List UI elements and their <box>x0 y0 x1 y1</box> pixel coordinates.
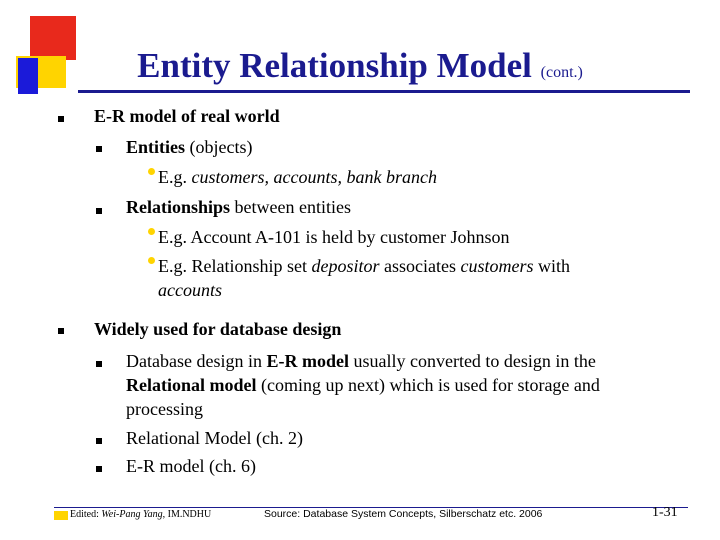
bullet-square-icon <box>96 438 102 444</box>
bullet-square-icon <box>58 328 64 334</box>
bullet-square-icon <box>96 208 102 214</box>
title-underline <box>78 90 690 93</box>
bullet-square-icon <box>96 361 102 367</box>
bullet-square-icon <box>58 116 64 122</box>
bullet-relationships-example-2: E.g. Relationship set depositor associates customers with <box>158 256 570 276</box>
footer-editor: Edited: Wei-Pang Yang, IM.NDHU <box>70 509 212 520</box>
slide-title <box>0 46 720 86</box>
bullet-relationships-example-1: E.g. Account A-101 is held by customer Johnson <box>158 227 510 247</box>
footer-source: Source: Database System Concepts, Silberschatz etc. 2006 <box>264 508 543 520</box>
page-number: 1-31 <box>652 505 678 520</box>
slide-title-text: Entity Relationship Model <box>137 46 532 85</box>
bullet-dot-icon <box>148 257 155 264</box>
bullet-relationships: Relationships between entities <box>126 197 351 217</box>
bullet-conversion-line-2: Relational model (coming up next) which is used for storage and <box>126 375 600 395</box>
bullet-relational-model: Relational Model (ch. 2) <box>126 428 303 448</box>
bullet-square-icon <box>96 146 102 152</box>
bullet-conversion-line-3: processing <box>126 399 203 419</box>
bullet-er-model: E-R model of real world <box>94 106 280 126</box>
bullet-dot-icon <box>148 168 155 175</box>
bullet-database-design: Widely used for database design <box>94 319 342 339</box>
footer-flag-icon <box>54 511 68 520</box>
bullet-entities-example: E.g. customers, accounts, bank branch <box>158 167 437 187</box>
bullet-dot-icon <box>148 228 155 235</box>
slide-title-suffix: (cont.) <box>540 64 583 81</box>
bullet-conversion-line-1: Database design in E-R model usually converted to design in the <box>126 351 596 371</box>
bullet-entities: Entities (objects) <box>126 137 253 157</box>
bullet-er-model-chapter: E-R model (ch. 6) <box>126 456 256 476</box>
bullet-square-icon <box>96 466 102 472</box>
bullet-relationships-example-2-cont: accounts <box>158 280 222 300</box>
